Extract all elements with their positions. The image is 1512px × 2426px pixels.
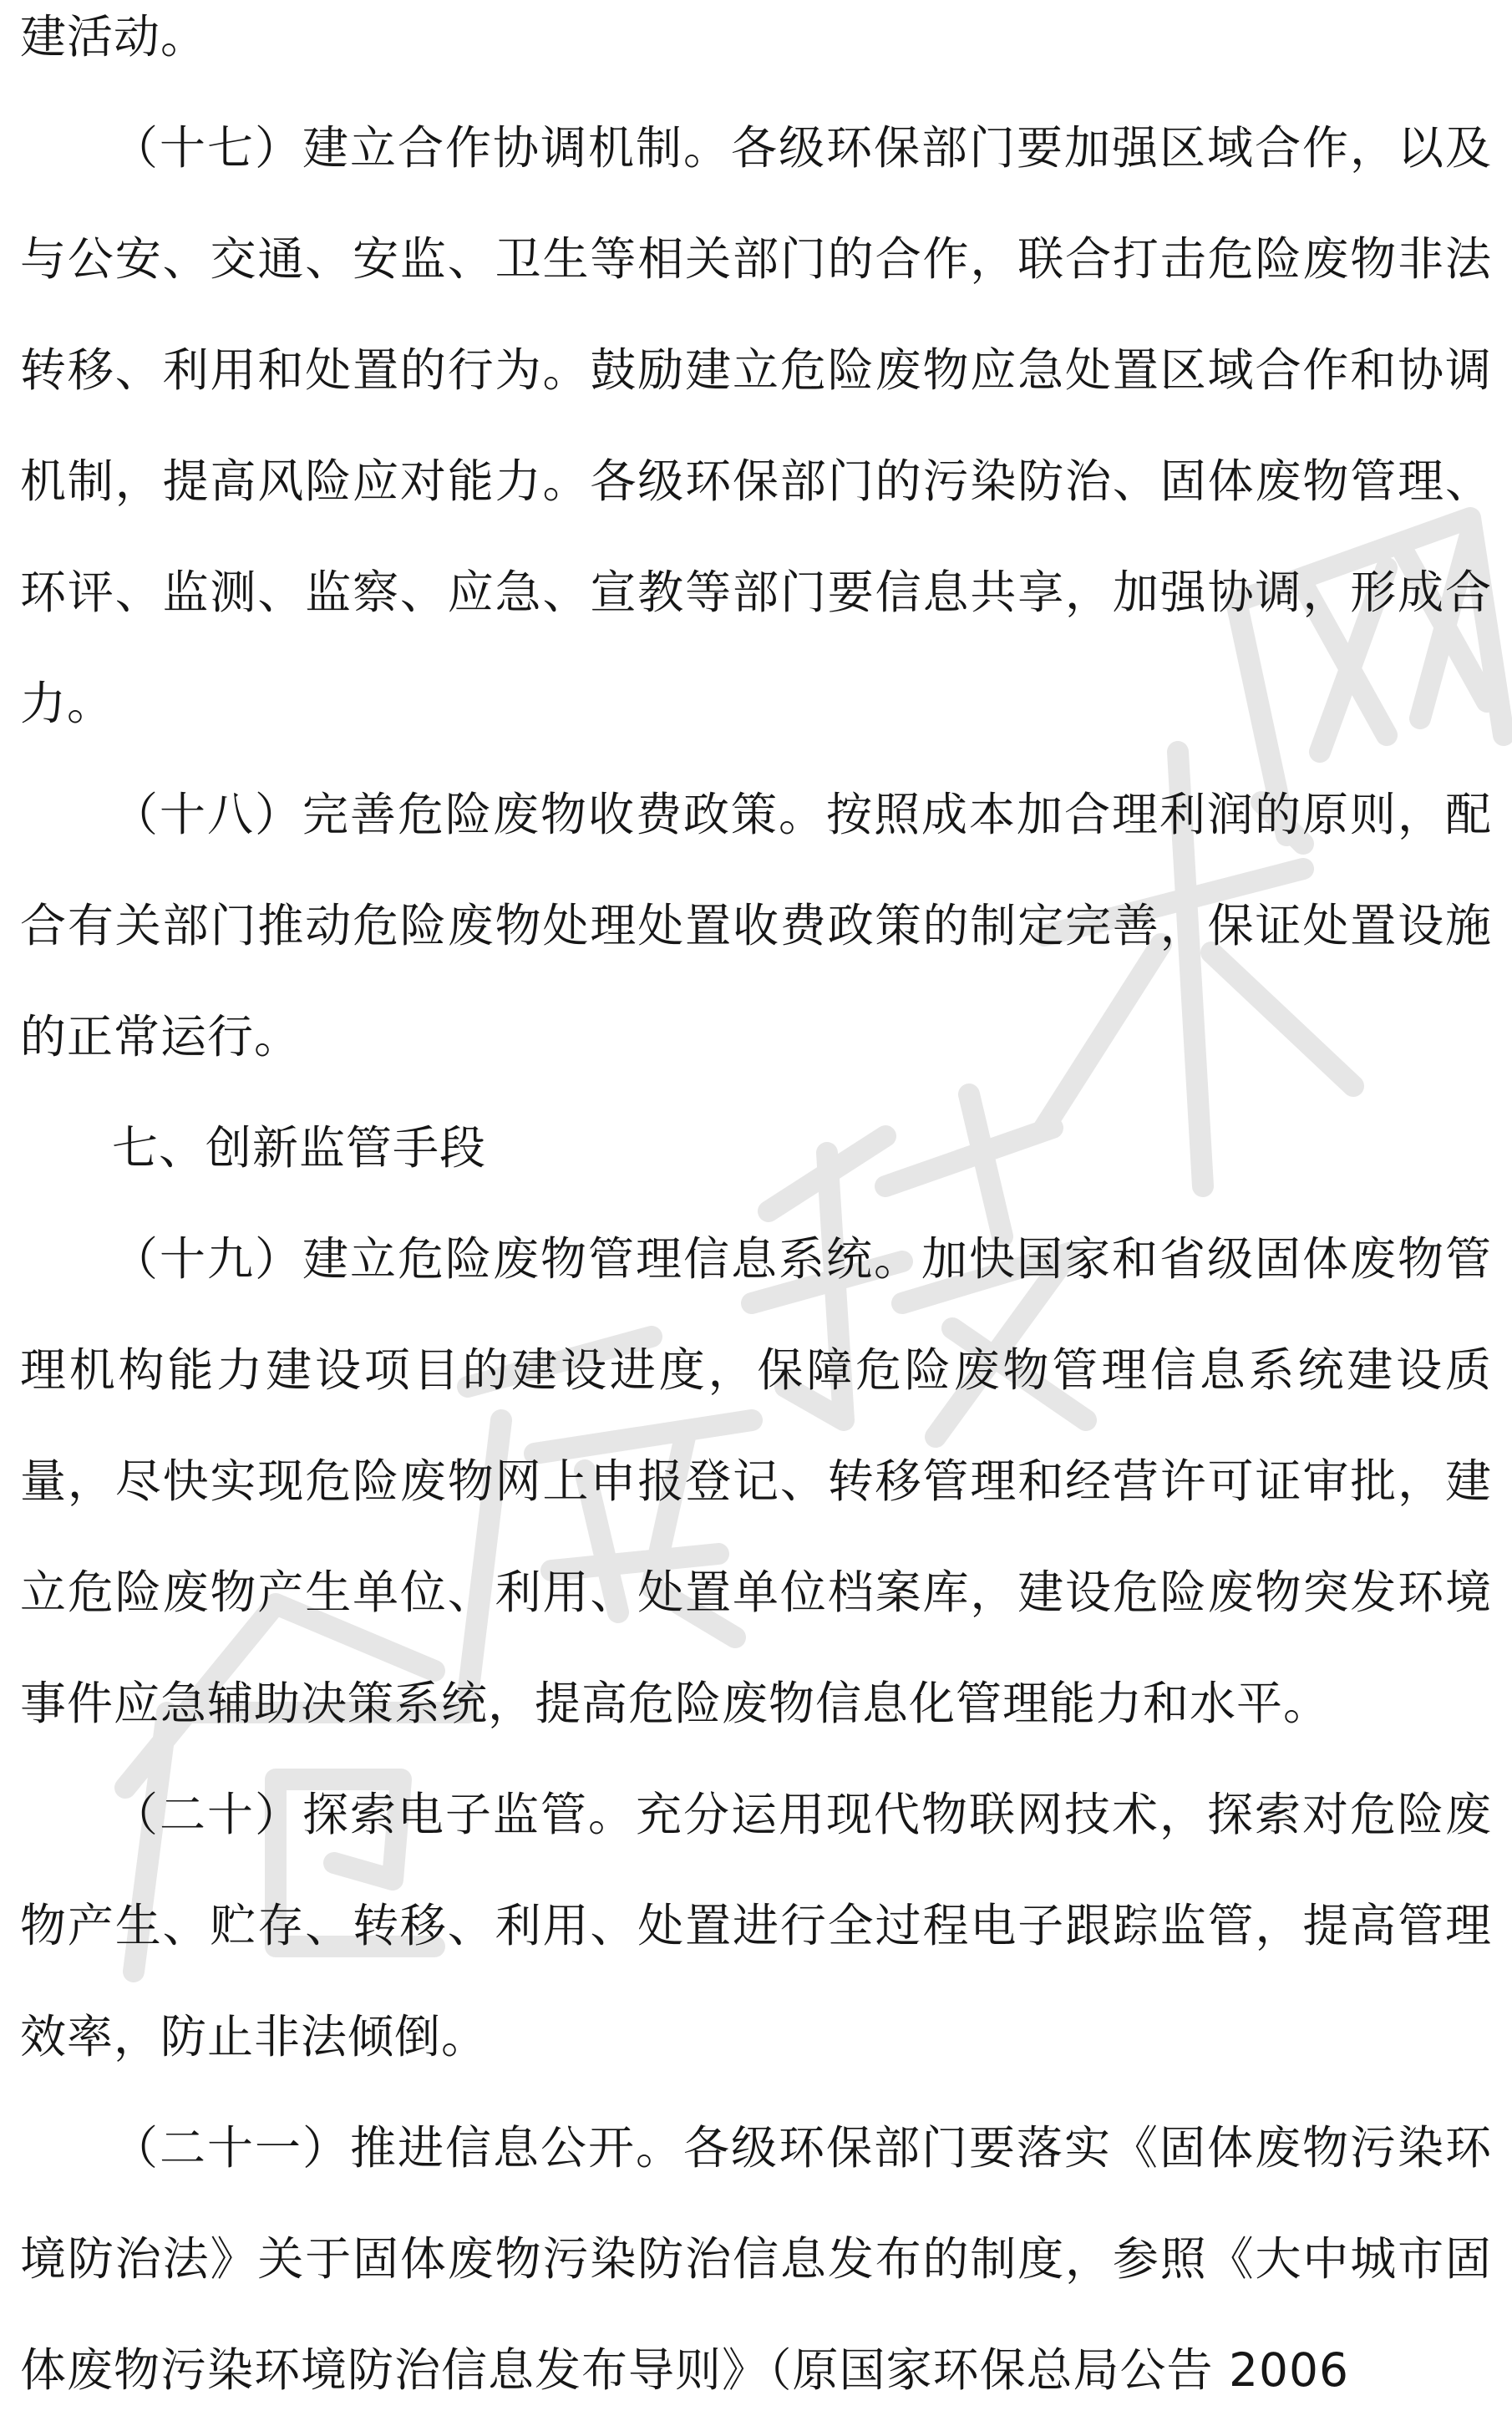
paragraph-section-17: （十七）建立合作协调机制。各级环保部门要加强区域合作，以及与公安、交通、安监、卫生等相关部门的合作，联合打击危险废物非法转移、利用和处置的行为。鼓励建立危险废物应急处置区域合作和协调机制，提高风险应对能力。各级环保部门的污染防治、固体废物管理、环评、监测、监察、应急、宣教等部门要信息共享，加强协调，形成合力。 — [20, 121, 1492, 730]
document-body — [20, 0, 1492, 2426]
heading-section-7: 七、创新监管手段 — [112, 1121, 487, 1175]
paragraph-section-19: （十九）建立危险废物管理信息系统。加快国家和省级固体废物管理机构能力建设项目的建设进度，保障危险废物管理信息系统建设质量，尽快实现危险废物网上申报登记、转移管理和经营许可证审批，建立危险废物产生单位、利用、处置单位档案库，建设危险废物突发环境事件应急辅助决策系统，提高危险废物信息化管理能力和水平。 — [20, 1232, 1492, 1730]
paragraph-section-20: （二十）探索电子监管。充分运用现代物联网技术，探索对危险废物产生、贮存、转移、利用、处置进行全过程电子跟踪监管，提高管理效率，防止非法倾倒。 — [20, 1788, 1492, 2063]
paragraph-section-21: （二十一）推进信息公开。各级环保部门要落实《固体废物污染环境防治法》关于固体废物污染防治信息发布的制度，参照《大中城市固体废物污染环境防治信息发布导则》（原国家环保总局公告 2006 — [20, 2121, 1492, 2397]
paragraph-continuation: 建活动。 — [20, 10, 208, 63]
paragraph-section-18: （十八）完善危险废物收费政策。按照成本加合理利润的原则，配合有关部门推动危险废物处理处置收费政策的制定完善，保证处置设施的正常运行。 — [20, 788, 1492, 1063]
